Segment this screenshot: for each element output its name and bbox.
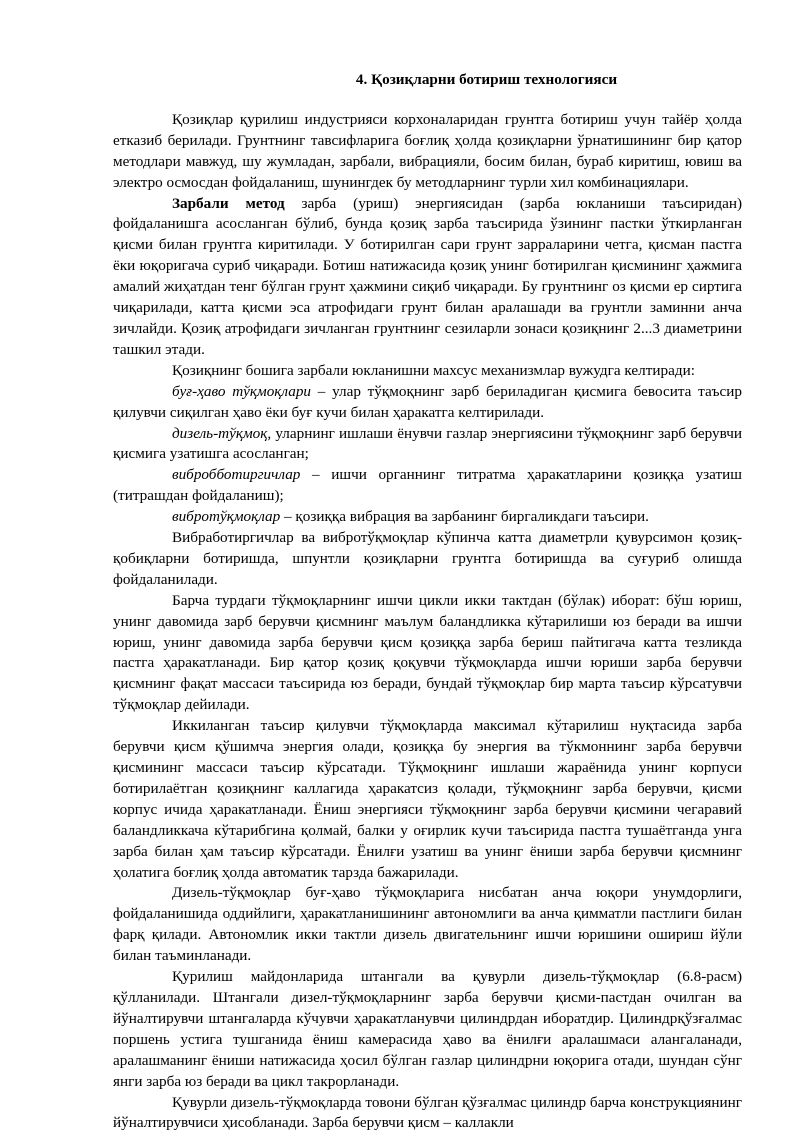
term-impact-method: Зарбали метод [172,195,285,212]
paragraph-steam-hammers [113,382,742,424]
document-page [113,70,742,1134]
paragraph-impact-method [113,194,742,361]
vibro-hammers-text: – қозиққа вибрация ва зарбанинг биргаликдаги таъсири. [280,508,649,525]
paragraph-diesel-advantages: Дизель-тўқмоқлар буғ-ҳаво тўқмоқларига нисбатан анча юқори унумдорлиги, фойдаланишида оддийлиги, ҳаракатланишининг автономлиги ва анча қимматли пастлиги билан фарқ қилади. Автономлик икки тактли дизель двигательнинг ишчи юришини ошириш йўли билан таъминланади. [113,883,742,967]
term-steam-hammers: буғ-ҳаво тўқмоқлари [172,383,311,400]
term-diesel-hammer: дизель-тўқмоқ [172,425,267,442]
paragraph-rod-tube-diesel: Қурилиш майдонларида штангали ва қувурли дизель-тўқмоқлар (6.8-расм) қўлланилади. Штангали дизел-тўқмоқларнинг зарба берувчи қисми-пастдан очилган ва йўналтирувчи штангаларда кўчувчи ҳаракатланувчи цилиндрдан иборатдир. Цилиндрқўзғалмас поршень устига тушганида ёниш камерасида ҳаво ва ёнилғи аралашмаси алангаланади, аралашманинг ёниши натижасида ҳосил бўлган газлар цилиндрни юқорига отади, шундан сўнг янги зарба юз беради ва цикл такрорланади. [113,967,742,1092]
diesel-hammer-text: , уларнинг ишлаши ёнувчи газлар энергиясини тўқмоқнинг зарб берувчи қисмига узатишга асосланган; [113,425,742,463]
term-vibro-hammers: вибротўқмоқлар [172,508,280,525]
paragraph-vibro-drivers [113,465,742,507]
paragraph-vibro-usage: Вибработиргичлар ва вибротўқмоқлар кўпинча катта диаметрли қувурсимон қозиқ-қобиқларни ботиришда, шпунтли қозиқларни грунтга ботиришда ва суғуриб олишда фойдаланилади. [113,528,742,591]
paragraph-vibro-hammers [113,507,742,528]
paragraph-intro: Қозиқлар қурилиш индустрияси корхоналаридан грунтга ботириш учун тайёр ҳолда етказиб берилади. Грунтнинг тавсифларига боғлиқ ҳолда қозиқларни ўрнатишининг бир қатор методлари мавжуд, шу жумладан, зарбали, вибрацияли, босим билан, бураб киритиш, ювиш ва электро осмосдан фойдаланиш, шунингдек бу методларнинг турли хил комбинациялари. [113,110,742,194]
paragraph-tube-diesel: Қувурли дизель-тўқмоқларда товони бўлган қўзғалмас цилиндр барча конструкциянинг йўналтирувчиси ҳисобланади. Зарба берувчи қисм – каллакли [113,1093,742,1134]
impact-method-text: зарба (уриш) энергиясидан (зарба юкланиши таъсиридан) фойдаланишга асосланган бўлиб, бунда қозиқ зарба таъсирида ўзининг пастки ўткирланган қисми билан грунтга киритилади. У ботирилган сари грунт зарраларини четга, қисман пастга ёки юқоригача суриб чиқаради. Ботиш натижасида қозиқ унинг ботирилган қисмининг ҳажмига амалий жиҳатдан тенг бўлган грунт ҳажмини сиқиб чиқаради. Бу грунтнинг оз қисми ер сиртига чиқарилади, катта қисми эса атрофидаги грунт билан аралашади ва грунтли заминни анча зичлайди. Қозиқ атрофидаги зичланган грунтнинг сезиларли зонаси қозиқнинг 2...3 диаметрини ташкил этади. [113,195,742,358]
steam-hammers-text: – улар тўқмоқнинг зарб бериладиган қисмига бевосита таъсир қилувчи сиқилган ҳаво ёки буғ кучи билан ҳаракатга келтирилади. [113,383,742,421]
paragraph-double-acting: Иккиланган таъсир қилувчи тўқмоқларда максимал кўтарилиш нуқтасида зарба берувчи қисм қўшимча энергия олади, қозиққа бу энергия ва тўкмоннинг зарба берувчи қисмининг массаси таъсир кўрсатади. Тўқмоқнинг ишлаши жараёнида унинг корпуси ботирилаётган қозиқнинг каллагида ҳаракатсиз қолади, тўқмоқнинг зарба берувчи, қисми корпус ичида ҳаракатланади. Ёниш энергияси тўқмоқнинг зарба берувчи қисмини чегаравий баландликкача кўтарибгина қолмай, балки у оғирлик кучи таъсирида пастга тушаётганда унга зарба билан ҳам таъсир кўрсатади. Ёнилғи узатиш ва унинг ёниши зарба берувчи қисмнинг ҳолатига боғлиқ ҳолда автоматик тарзда бажарилади. [113,716,742,883]
section-title: 4. Қозиқларни ботириш технологияси [113,70,742,91]
paragraph-mechanisms: Қозиқнинг бошига зарбали юкланишни махсус механизмлар вужудга келтиради: [113,361,742,382]
vibro-drivers-text: – ишчи органнинг титратма ҳаракатларини қозиққа узатиш (титрашдан фойдаланиш); [113,466,742,504]
paragraph-diesel-hammer [113,424,742,466]
paragraph-work-cycle: Барча турдаги тўқмоқларнинг ишчи цикли икки тактдан (бўлак) иборат: бўш юриш, унинг давомида зарб берувчи қисмнинг маълум баландликка кўтарилиши юз беради ва ишчи юриш, унинг давомида зарба берувчи қисм қозиққа зарба бериш пайтигача катта тезликда пастга ҳаракатланади. Бир қатор қозиқ қоқувчи тўқмоқларда ишчи юриши зарба берувчи қисмнинг фақат массаси таъсирида юз беради, бундай тўқмоқлар бир марта таъсир кўрсатувчи тўқмоқлар дейилади. [113,591,742,716]
term-vibro-drivers: вибробботиргичлар [172,466,300,483]
